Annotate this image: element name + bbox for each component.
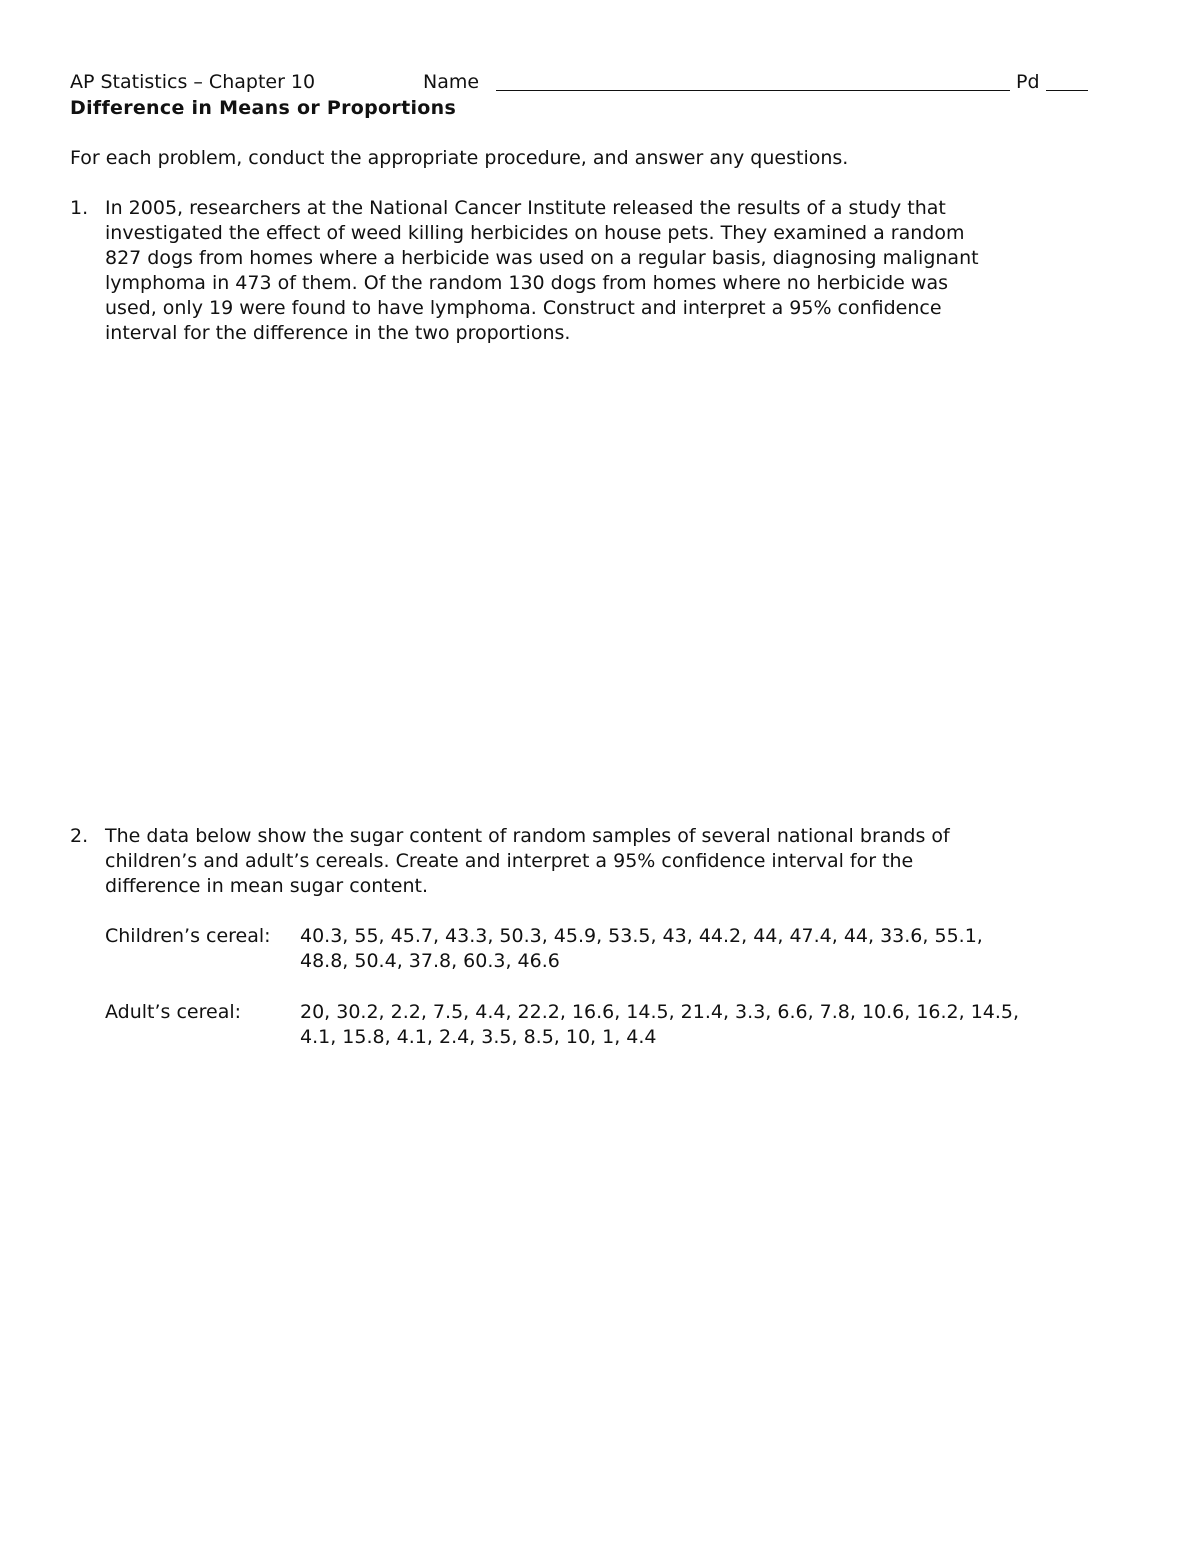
- problem-line: 827 dogs from homes where a herbicide was used on a regular basis, diagnosing malignant: [105, 247, 979, 269]
- instructions: For each problem, conduct the appropriate procedure, and answer any questions.: [70, 147, 849, 169]
- problem-text: [105, 196, 1105, 346]
- problem-line: In 2005, researchers at the National Cancer Institute released the results of a study that: [105, 197, 946, 219]
- data-line: 4.1, 15.8, 4.1, 2.4, 3.5, 8.5, 10, 1, 4.4: [300, 1026, 657, 1048]
- data-label: Adult’s cereal:: [105, 1001, 242, 1023]
- name-blank-line[interactable]: [496, 90, 1010, 91]
- data-line: 20, 30.2, 2.2, 7.5, 4.4, 22.2, 16.6, 14.5, 21.4, 3.3, 6.6, 7.8, 10.6, 16.2, 14.5,: [300, 1001, 1020, 1023]
- data-label: Children’s cereal:: [105, 925, 271, 947]
- problem-line: investigated the effect of weed killing herbicides on house pets. They examined a random: [105, 222, 965, 244]
- name-label: Name: [423, 71, 480, 93]
- problem-line: used, only 19 were found to have lymphoma. Construct and interpret a 95% confidence: [105, 297, 942, 319]
- problem-line: interval for the difference in the two proportions.: [105, 322, 571, 344]
- period-blank-line[interactable]: [1046, 90, 1088, 91]
- problem-line: difference in mean sugar content.: [105, 875, 428, 897]
- problem-number: 2.: [70, 825, 89, 847]
- data-line: 40.3, 55, 45.7, 43.3, 50.3, 45.9, 53.5, 43, 44.2, 44, 47.4, 44, 33.6, 55.1,: [300, 925, 983, 947]
- problem-number: 1.: [70, 197, 89, 219]
- header-line: [70, 70, 1130, 96]
- data-line: 48.8, 50.4, 37.8, 60.3, 46.6: [300, 950, 560, 972]
- problem-line: The data below show the sugar content of random samples of several national brands of: [105, 825, 950, 847]
- problem-text: [105, 824, 1105, 899]
- period-label: Pd: [1016, 71, 1040, 93]
- problem-line: children’s and adult’s cereals. Create and interpret a 95% confidence interval for the: [105, 850, 914, 872]
- data-values: [300, 1000, 1130, 1050]
- course-title: AP Statistics – Chapter 10: [70, 71, 316, 93]
- worksheet-title: Difference in Means or Proportions: [70, 97, 457, 119]
- problem-line: lymphoma in 473 of them. Of the random 130 dogs from homes where no herbicide was: [105, 272, 948, 294]
- data-values: [300, 924, 1130, 974]
